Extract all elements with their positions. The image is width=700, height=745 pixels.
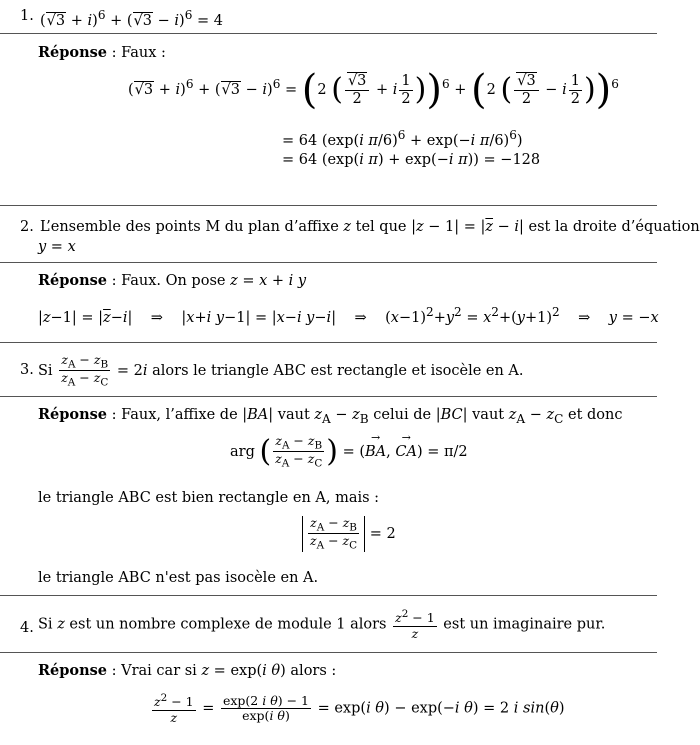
divider [0,396,657,397]
item-2-statement-b: y = x [38,239,76,255]
response-label: Réponse [38,662,108,679]
divider [0,652,657,653]
item-4-number: 4. [20,620,34,636]
item-1-response [38,44,166,61]
item-3-text-rect: le triangle ABC est bien rectangle en A, mais : [38,490,380,506]
item-2-number: 2. [20,219,34,235]
item-2-statement-a: L’ensemble des points M du plan d’affixe z tel que $|z - 1| = |\overline{z} - i|$ est la droite d’équation [40,219,700,235]
item-4-response: Réponse : Vrai car si z = exp(i θ) alors : [38,662,337,679]
divider [0,342,657,343]
item-3-eq-mod: $\frac{z_A - z_B}{z_A - z_C}$ = 2 [302,516,396,552]
response-text: : Faux : [107,45,166,61]
item-3-eq-arg: arg ( $\frac{z_A - z_B}{z_A - z_C}$ ) = (→ BA, → CA) = π/2 [230,434,468,470]
response-label: Réponse [38,44,108,61]
item-4-statement: Si z est un nombre complexe de module 1 alors $\frac{z^2 - 1}{z}$ est un imaginaire pur. [38,608,606,641]
item-3-response: Réponse : Faux, l’affixe de |BA| vaut $z_A - z_B$ celui de |BC| vaut $z_A - z_C$ et donc [38,406,623,426]
divider [0,205,657,206]
item-1-number: 1. [20,8,34,24]
item-1-eq-line2: = 64 (exp(i π/6)$^6$ + exp(−i π/6)$^6$) [282,128,523,149]
response-label: Réponse [38,406,108,423]
item-3-statement: Si $\frac{z_A - z_B}{z_A - z_C}$ = 2i alors le triangle ABC est rectangle et isocèle en A. [38,352,524,389]
item-2-response: Réponse : Faux. On pose z = x + i y [38,272,307,289]
response-label: Réponse [38,272,108,289]
divider [0,595,657,596]
divider [0,262,657,263]
item-1-eq-line3: = 64 (exp(i π) + exp(−i π)) = −128 [282,152,541,168]
divider [0,33,657,34]
item-4-eq-line1: $\frac{z^2 - 1}{z}$ = $\frac{\text{exp(2 i θ) − 1}}{\text{exp(i θ)}}$ = exp(i θ) − exp(−i θ) = 2 i sin(θ) [154,692,565,725]
item-2-eq-line1: $|z-1| = |\overline{z}-i|$ ⇒ |x+i y−1| = |x−i y−i| ⇒ $(x-1)^2+y^2 = x^2+(y+1)^2$ ⇒ y = −x [38,305,659,326]
item-1-statement: $(√3 + i)^6 + (√3 - i)^6 = 4$ [40,8,223,29]
item-3-number: 3. [20,362,34,378]
item-1-eq-line1: $(√3 + i)^6 + (√3 - i)^6 = (2$ ( $\frac{√3}{2}$ + i $\frac{1}{2}$ ))$^6$ + (2 ( $\frac{√3}{2}$ − i $\frac{1}{2}$ ))$^6$ [128,67,619,113]
item-3-text-iso: le triangle ABC n'est pas isocèle en A. [38,570,319,586]
